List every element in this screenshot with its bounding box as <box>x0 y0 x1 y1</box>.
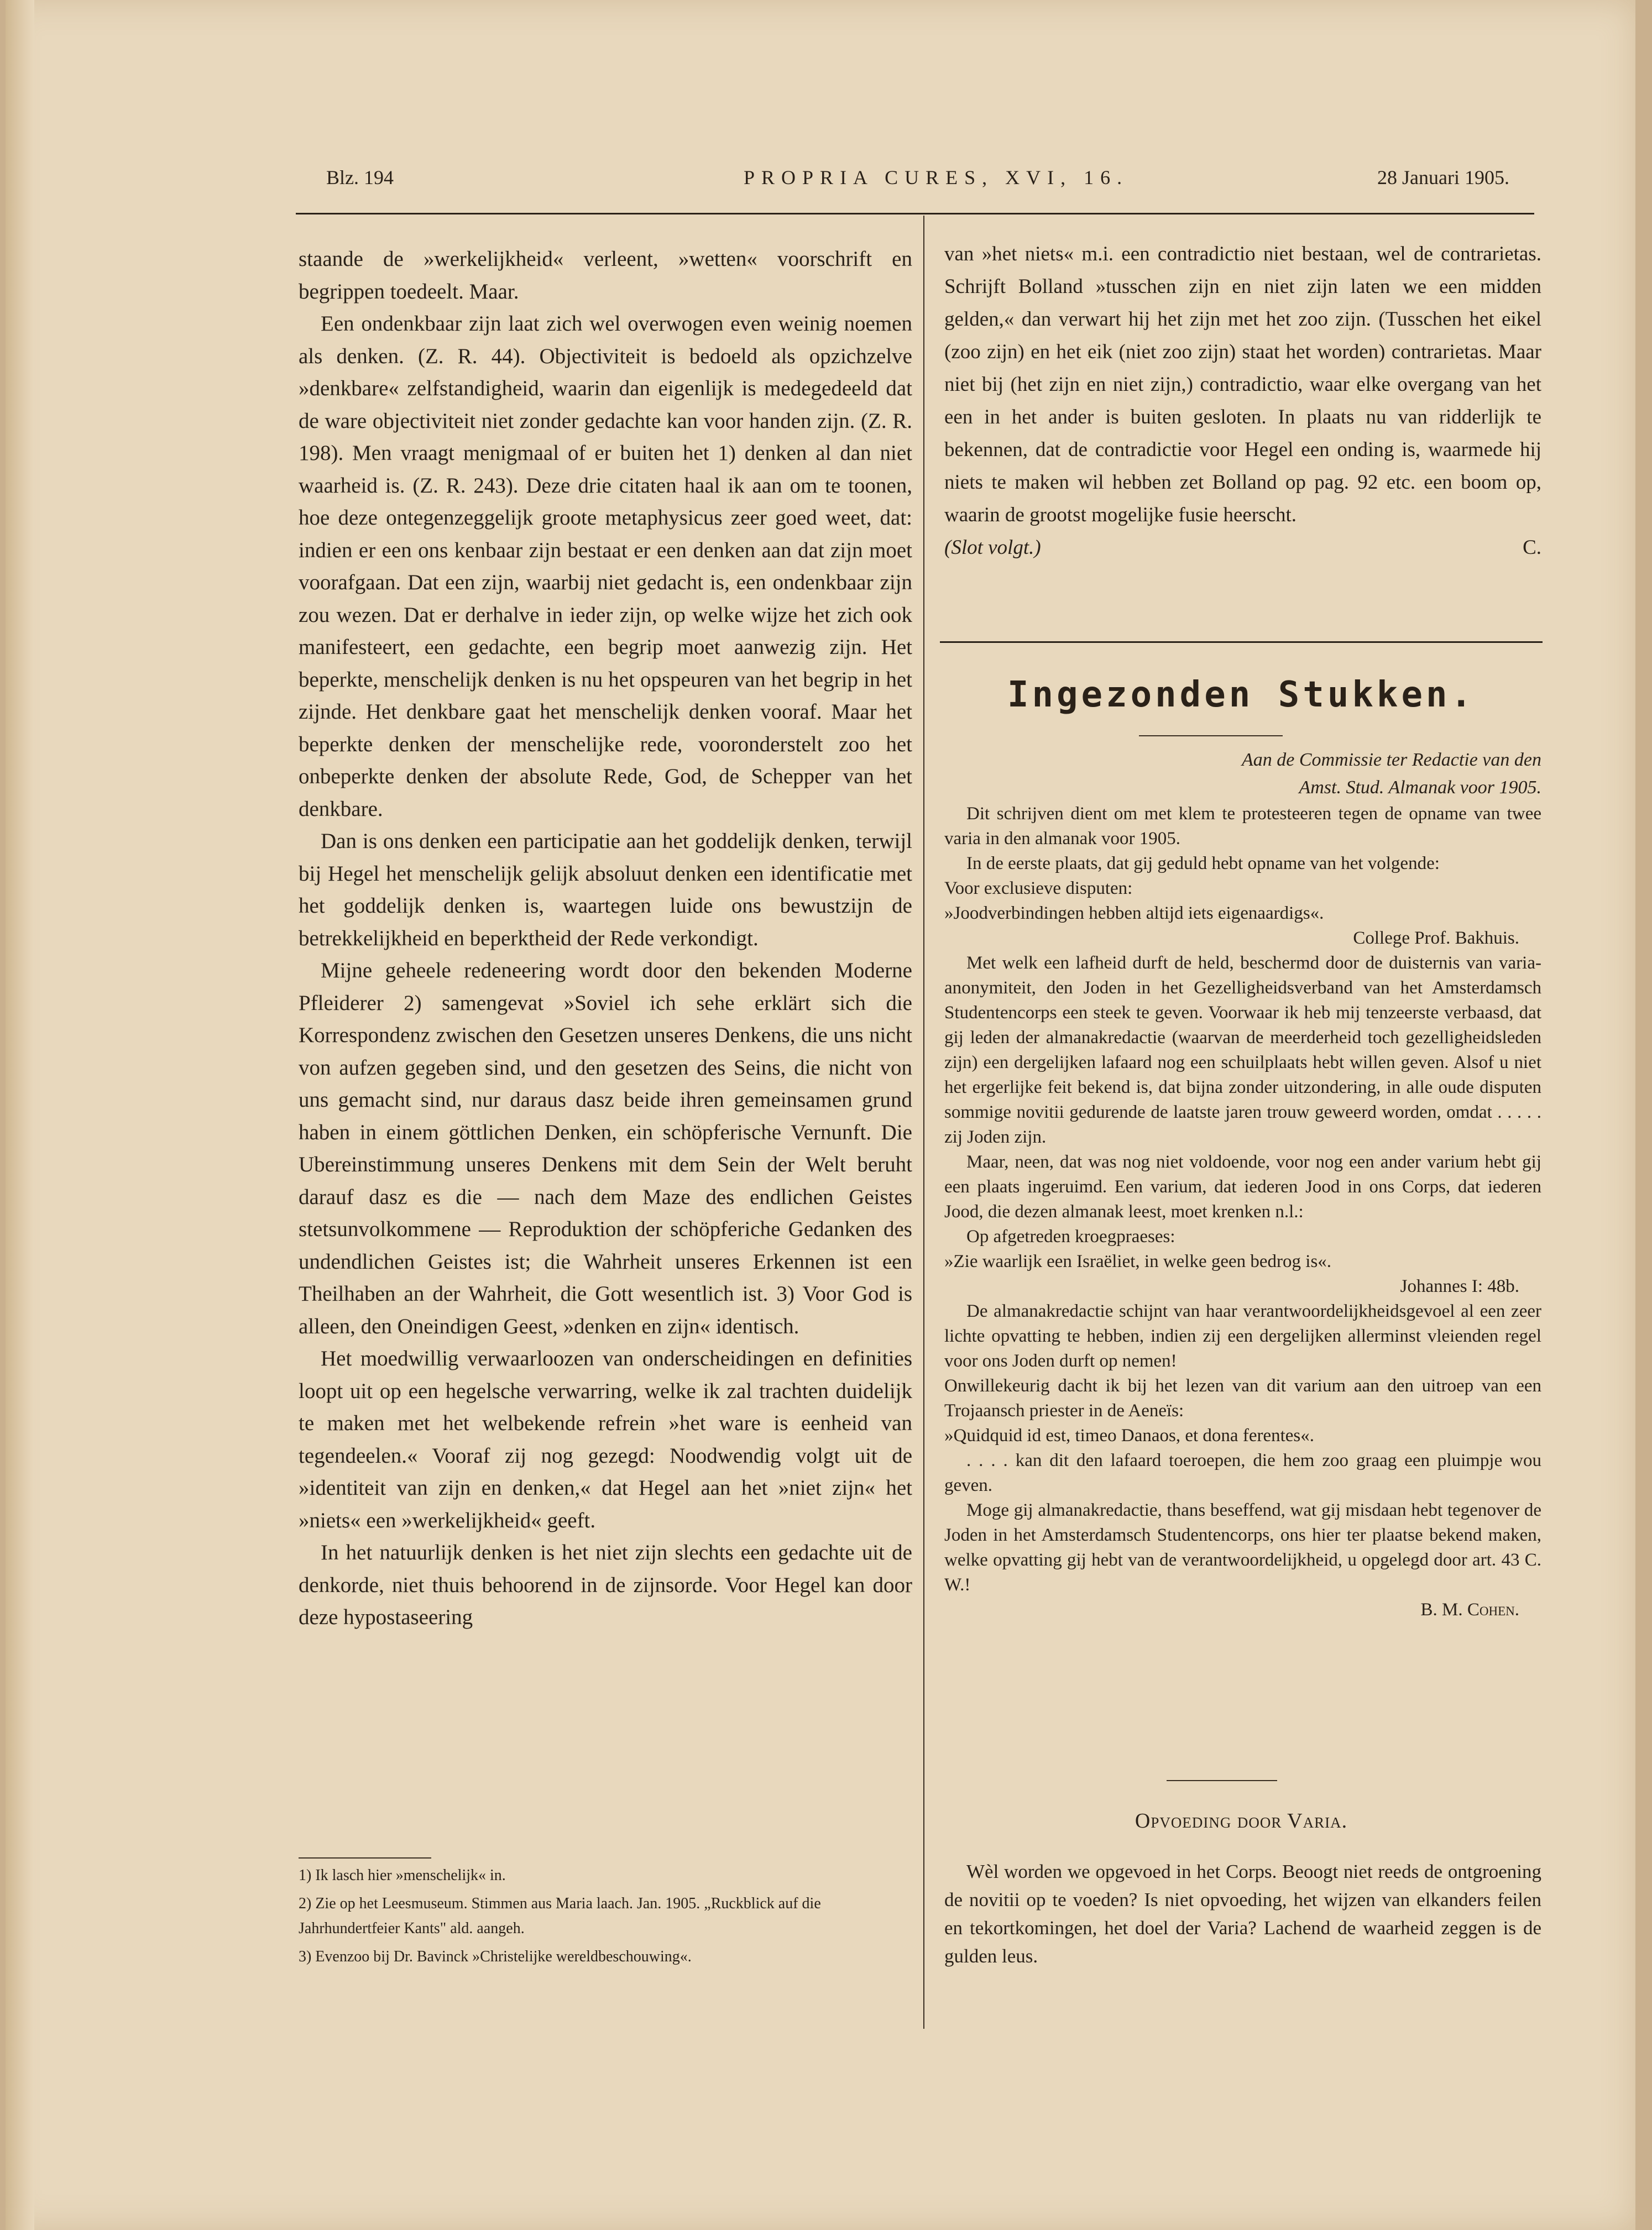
footnote-rule <box>299 1857 431 1859</box>
title-underline <box>1139 735 1283 736</box>
paragraph: In het natuurlijk denken is het niet zijn slechts een gedachte uit de denkorde, niet thuis behoorend in de zijnsorde. Voor Hegel kan door deze hypostaseering <box>299 1541 912 1629</box>
quotation-attribution: College Prof. Bakhuis. <box>1353 928 1519 948</box>
paragraph: staande de »werkelijkheid« verleent, »wetten« voorschrift en begrippen toedeelt. Maar. <box>299 247 912 303</box>
separator-rule <box>1167 1780 1277 1781</box>
paragraph: Onwillekeurig dacht ik bij het lezen van dit varium aan den uitroep van een Trojaansch priester in de Aeneïs: <box>944 1376 1541 1421</box>
paragraph: Wèl worden we opgevoed in het Corps. Beoogt niet reeds de ontgroening de novitii op te voeden? Is niet opvoeding, het wijzen van elkanders feilen en tekortkomingen, het doel der Varia? Lachend de waarheid zeggen is de gulden leus. <box>944 1861 1541 1967</box>
header-rule <box>296 213 1534 214</box>
page-header <box>326 166 1509 205</box>
paragraph: Dit schrijven dient om met klem te protesteeren tegen de opname van twee varia in den almanak voor 1905. <box>944 804 1541 849</box>
paragraph: Dan is ons denken een participatie aan het goddelijk denken, terwijl bij Hegel het menschelijk gelijk absoluut denken een identificatie met het goddelijk denken is, waartegen luide ons bewustzijn de betrekkelijkheid en beperktheid der Rede verkondigt. <box>299 829 912 950</box>
paragraph: Het moedwillig verwaarloozen van onderscheidingen en definities loopt uit op een hegelsche verwarring, welke ik zal trachten duidelijk te maken met het welbekende refrein »het ware is eenheid van tegendeelen.« Vooraf zij nog gezegd: Noodwendig volgt uit de »identiteit van zijn en denken,« dat Hegel aan het »niet zijn« het »niets« een »werkelijkheid« geeft. <box>299 1347 912 1532</box>
address-line: Amst. Stud. Almanak voor 1905. <box>1299 777 1541 798</box>
page-number: Blz. 194 <box>326 166 394 189</box>
letter-signature: B. M. Cohen. <box>1420 1600 1519 1620</box>
paragraph: In de eerste plaats, dat gij geduld hebt opname van het volgende: <box>966 854 1440 873</box>
footnote: 3) Evenzoo bij Dr. Bavinck »Christelijke wereldbeschouwing«. <box>299 1948 692 1965</box>
quotation: »Zie waarlijk een Israëliet, in welke geen bedrog is«. <box>944 1252 1332 1271</box>
slot-note: (Slot volgt.) <box>944 536 1041 559</box>
paragraph: Voor exclusieve disputen: <box>944 878 1133 898</box>
left-column <box>299 243 912 1634</box>
publication-title: PROPRIA CURES, XVI, 16. <box>744 166 1129 189</box>
letter-body <box>944 802 1541 1622</box>
paragraph: van »het niets« m.i. een contradictio niet bestaan, wel de contrarietas. Schrijft Bolland »tusschen zijn en niet zijn laten we een midden gelden,« dan verwart hij het zijn met het zoo zijn. (Tusschen het eikel (zoo zijn) en het eik (niet zoo zijn) staat het worden) contrarietas. Maar niet bij (het zijn en niet zijn,) contradictio, waar elke overgang van het een in het ander is buiten gesloten. In plaats nu van ridderlijk te bekennen, dat de contradictie voor Hegel een onding is, waarmede hij niets te maken wil hebben zet Bolland op pag. 92 etc. een boom op, waarin de grootst mogelijke fusie heerscht. <box>944 243 1541 526</box>
footnote: 2) Zie op het Leesmuseum. Stimmen aus Maria laach. Jan. 1905. „Ruckblick auf die Jahrhundertfeier Kants" ald. aangeh. <box>299 1895 821 1937</box>
paragraph: Op afgetreden kroegpraeses: <box>966 1227 1175 1247</box>
quotation: »Joodverbindingen hebben altijd iets eigenaardigs«. <box>944 903 1324 923</box>
section-title: Ingezonden Stukken. <box>1007 674 1476 715</box>
letter-address <box>944 746 1541 802</box>
article-body <box>944 1857 1541 1970</box>
address-line: Aan de Commissie ter Redactie van den <box>1242 750 1541 770</box>
page-fold-shadow <box>6 0 34 2230</box>
paragraph: De almanakredactie schijnt van haar verantwoordelijkheidsgevoel al een zeer lichte opvatting te hebben, indien zij een dergelijken allerminst vleienden regel voor ons Joden durft op nemen! <box>944 1301 1541 1371</box>
issue-date: 28 Januari 1905. <box>1377 166 1509 189</box>
column-divider <box>923 216 924 2029</box>
paragraph: . . . . kan dit den lafaard toeroepen, die hem zoo graag een pluimpje wou geven. <box>944 1451 1541 1495</box>
footnotes <box>299 1863 912 1972</box>
quotation: »Quidquid id est, timeo Danaos, et dona ferentes«. <box>944 1426 1315 1446</box>
author-initial: C. <box>1523 536 1541 559</box>
right-column-continuation <box>944 238 1541 564</box>
section-rule <box>940 641 1543 643</box>
paragraph: Moge gij almanakredactie, thans beseffend, wat gij misdaan hebt tegenover de Joden in het Amsterdamsch Studentencorps, ons hier ter plaatse bekend maken, welke opvatting gij hebt van de verantwoordelijkheid, u opgelegd door art. 43 C. W.! <box>944 1500 1541 1595</box>
continuation-line <box>944 531 1541 564</box>
paragraph: Met welk een lafheid durft de held, beschermd door de duisternis van varia-anonymiteit, den Joden in het Gezelligheidsverband van het Amsterdamsch Studentencorps een steek te geven. Voorwaar ik heb mij tenzeerste verbaasd, dat gij leden der almanakredactie (waarvan de meerderheid toch gezelligheidsleden zijn) een dergelijken lafaard nog een schuilplaats hebt willen geven. Alsof u niet het ergerlijke feit bekend is, dat bijna zonder uitzondering, in alle oude disputen sommige novitii gedurende de laatste jaren trouw geweerd worden, omdat . . . . . zij Joden zijn. <box>944 953 1541 1147</box>
footnote: 1) Ik lasch hier »menschelijk« in. <box>299 1867 506 1884</box>
paragraph: Mijne geheele redeneering wordt door den bekenden Moderne Pfleiderer 2) samengevat »Soviel ich sehe erklärt sich die Korrespondenz zwischen den Gesetzen unseres Denkens, die uns nicht von aufzen gegeben sind, und den gesetzen des Seins, die nicht von uns gemacht sind, nur daraus dasz beide ihren gemeinsamen grund haben in einem göttlichen Denken, ein schöpferische Vernunft. Die Ubereinstimmung unseres Denkens mit dem Sein der Welt beruht darauf dasz es die — nach dem Maze des endlichen Geistes stetsunvolkommene — Reproduktion der schöpferiche Gedanken des undendlichen Geistes ist; die Wahrheit unseres Erkennen ist een Theilhaben an der Wahrheit, die Gott wesentlich ist. 3) Voor God is alleen, den Oneindigen Geest, »denken en zijn« identisch. <box>299 959 912 1338</box>
paragraph: Een ondenkbaar zijn laat zich wel overwogen even weinig noemen als denken. (Z. R. 44). Objectiviteit is bedoeld als opzichzelve »denkbare« zelfstandigheid, waarin dan eigenlijk is medegedeeld dat de ware objectiviteit niet zonder gedachte kan voor handen zijn. (Z. R. 198). Men vraagt menigmaal of er buiten het 1) denken al dan niet waarheid is. (Z. R. 243). Deze drie citaten haal ik aan om te toonen, hoe deze ontegenzeggelijk groote metaphysicus zeer goed weet, dat: indien er een ons kenbaar zijn bestaat er een denken aan dat zijn moet voorafgaan. Dat een zijn, waarbij niet gedacht is, een ondenkbaar zijn zou wezen. Dat er derhalve in ieder zijn, op welke wijze het zich ook manifesteert, een gedachte, een begrip moet aanwezig zijn. Het beperkte, menschelijk denken is nu het opspeuren van het begrip in het zijnde. Het denkbare gaat het menschelijk denken vooraf. Maar het beperkte denken der menschelijke rede, vooronderstelt zoo het onbeperkte denken der absolute Rede, God, de Schepper van het denkbare. <box>299 312 912 821</box>
article-title: Opvoeding door Varia. <box>1135 1809 1348 1833</box>
paragraph: Maar, neen, dat was nog niet voldoende, voor nog een ander varium hebt gij een plaats ingeruimd. Een varium, dat iederen Jood in ons Corps, dat iederen Jood, die dezen almanak leest, moet krenken n.l.: <box>944 1152 1541 1222</box>
quotation-attribution: Johannes I: 48b. <box>1400 1276 1519 1296</box>
